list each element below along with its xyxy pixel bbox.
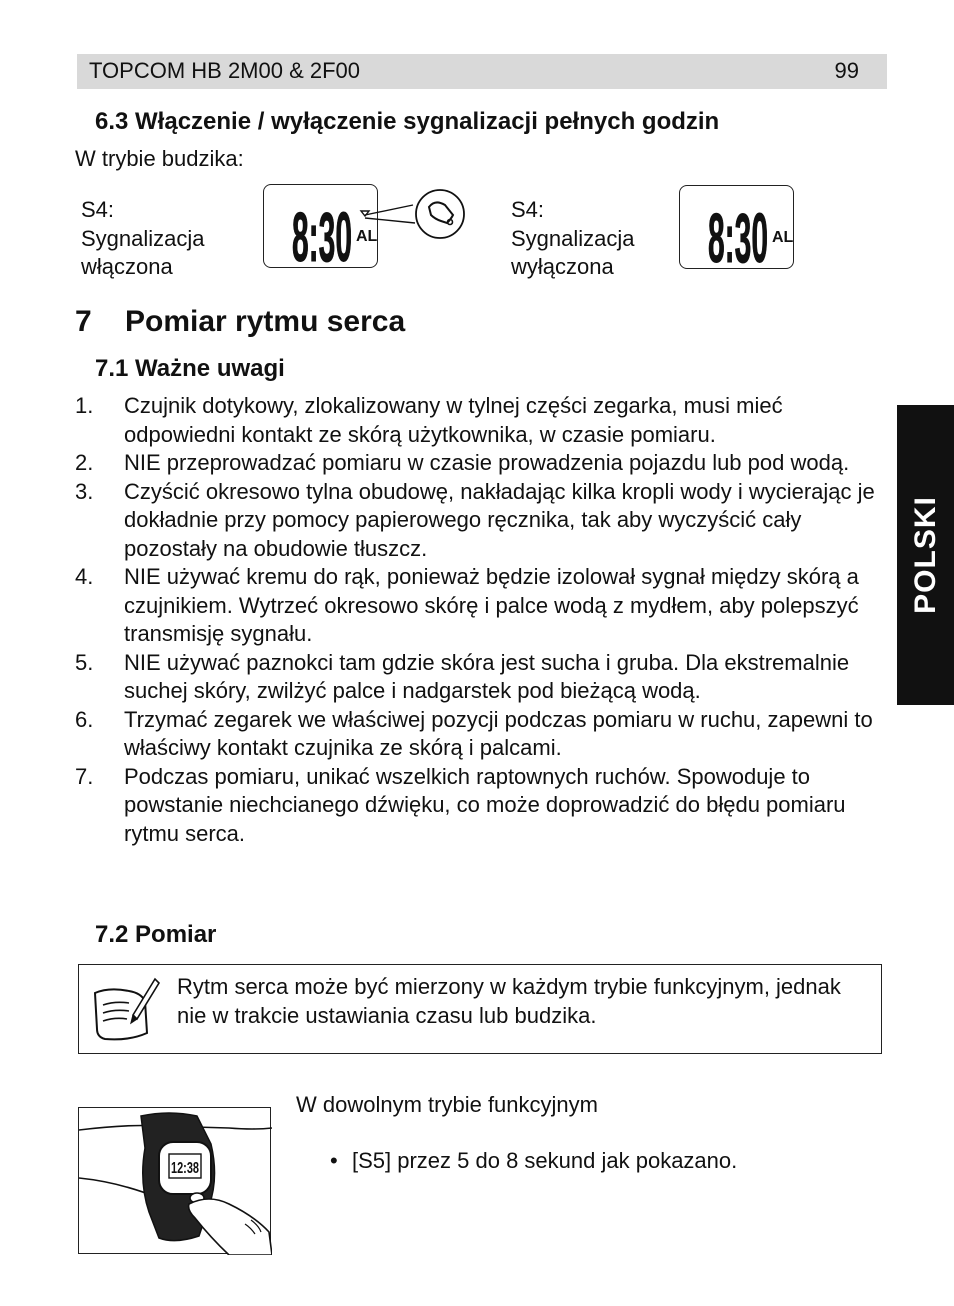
- list-text: NIE przeprowadzać pomiaru w czasie prowadzenia pojazdu lub pod wodą.: [124, 450, 850, 475]
- list-item: [75, 392, 885, 449]
- list-number: 5.: [75, 649, 94, 675]
- chime-state-on: włączona: [81, 254, 173, 279]
- chime-label: Sygnalizacja: [511, 225, 635, 251]
- any-mode-text: W dowolnym trybie funkcyjnym: [296, 1092, 598, 1117]
- button-s4-label: S4:: [81, 197, 115, 222]
- list-number: 2.: [75, 450, 94, 475]
- note-box: [78, 964, 882, 1054]
- button-s4-label: S4:: [511, 197, 545, 222]
- language-tab-label: POLSKI: [908, 496, 942, 614]
- chime-state-off: wyłączona: [511, 254, 614, 279]
- list-item: [75, 449, 885, 478]
- list-number: 6.: [75, 706, 94, 732]
- section-7-2-heading: 7.2 Pomiar: [95, 921, 217, 948]
- list-item: [75, 706, 885, 763]
- language-tab: [897, 405, 954, 705]
- alarm-mode-intro: W trybie budzika:: [75, 146, 244, 171]
- note-pencil-icon: [89, 975, 161, 1052]
- list-number: 1.: [75, 393, 94, 418]
- chime-off-label: [511, 196, 635, 282]
- chime-on-label: [81, 196, 205, 282]
- section-6-3-heading: 6.3 Włączenie / wyłączenie sygnalizacji pełnych godzin: [95, 108, 720, 135]
- display-mode: AL: [772, 229, 794, 246]
- bell-callout: [355, 185, 465, 250]
- list-number: 7.: [75, 763, 94, 789]
- list-text: Czyścić okresowo tylna obudowę, nakładając kilka kropli wody i wycierając je dokładnie przy pomocy papierowego ręcznika, tak aby wyczyścić cały pozostały na obudowie tłuszcz.: [124, 478, 875, 561]
- list-item: [75, 763, 885, 849]
- bullet-text: [S5] przez 5 do 8 sekund jak pokazano.: [352, 1148, 738, 1173]
- watch-display-time: 12:38: [171, 1160, 200, 1177]
- list-item: [75, 563, 885, 649]
- wrist-measurement-illustration: [78, 1107, 271, 1254]
- note-text: Rytm serca może być mierzony w każdym trybie funkcyjnym, jednak nie w trakcie ustawiania czasu lub budzika.: [177, 974, 841, 1028]
- bullet-item: [330, 1148, 737, 1174]
- section-title: Pomiar rytmu serca: [125, 305, 406, 338]
- important-notes-list: [75, 392, 885, 848]
- list-item: [75, 478, 885, 564]
- list-text: Czujnik dotykowy, zlokalizowany w tylnej części zegarka, musi mieć odpowiedni kontakt ze skórą użytkownika, w czasie pomiaru.: [124, 393, 783, 447]
- list-number: 3.: [75, 478, 94, 504]
- list-item: [75, 649, 885, 706]
- list-number: 4.: [75, 564, 94, 589]
- section-7-1-heading: 7.1 Ważne uwagi: [95, 355, 285, 382]
- page-number: 99: [834, 58, 859, 83]
- display-time: 8:30: [708, 199, 768, 270]
- display-time: 8:30: [292, 198, 352, 269]
- list-text: NIE używać paznokci tam gdzie skóra jest sucha i gruba. Dla ekstremalnie suchej skóry, zwilżyć palce i nadgarstek pod bieżącą wodą.: [124, 649, 850, 703]
- display-mode: AL: [356, 228, 378, 245]
- list-text: Podczas pomiaru, unikać wszelkich raptownych ruchów. Spowoduje to powstanie niechcianego dźwięku, co może doprowadzić do błędu pomiaru rytmu serca.: [124, 763, 846, 846]
- list-text: NIE używać kremu do rąk, ponieważ będzie izolował sygnał między skórą a czujnikiem. Wytrzeć okresowo skórę i palce wodą z mydłem, aby polepszyć transmisję sygnału.: [124, 564, 859, 646]
- section-number: 7: [75, 305, 92, 338]
- bullet-dot: •: [330, 1148, 338, 1173]
- lcd-display-chime-off: [679, 185, 794, 269]
- section-7-heading: [75, 305, 405, 339]
- manual-title: TOPCOM HB 2M00 & 2F00: [89, 58, 361, 83]
- page-header: [77, 54, 887, 89]
- chime-label: Sygnalizacja: [81, 225, 205, 251]
- list-text: Trzymać zegarek we właściwej pozycji podczas pomiaru w ruchu, zapewni to właściwy kontakt czujnika ze skórą i palcami.: [124, 706, 873, 760]
